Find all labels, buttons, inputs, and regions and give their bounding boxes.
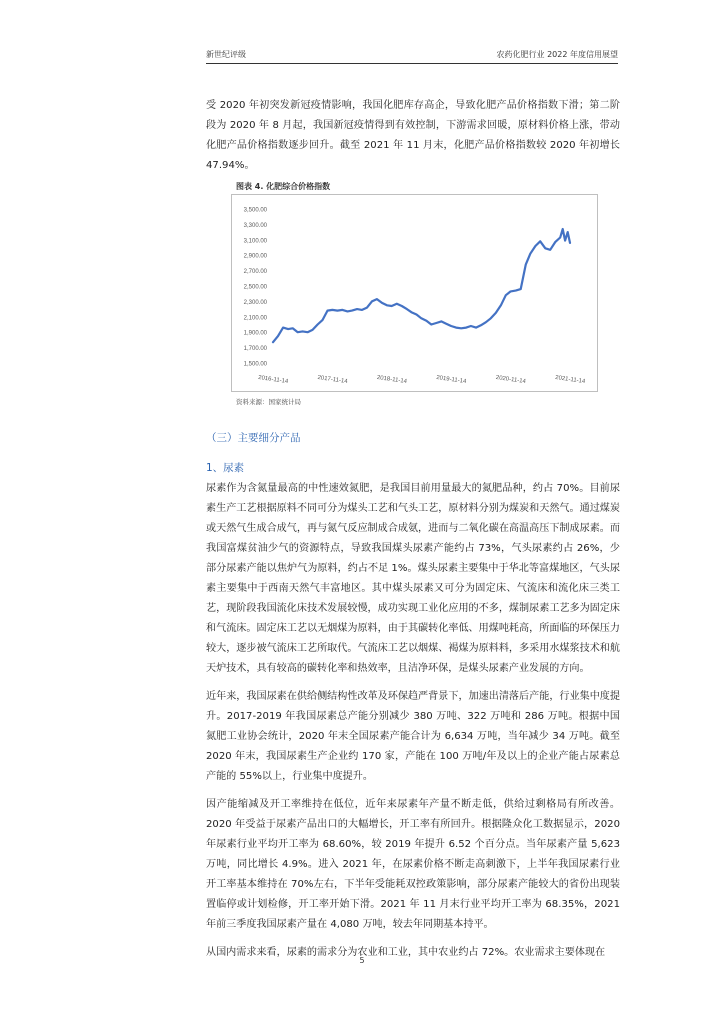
section-title: （三）主要细分产品 [206,432,301,444]
chart-frame [231,194,598,392]
page-header [206,49,618,64]
figure [206,180,620,409]
y-tick-label: 3,100.00 [243,238,267,245]
y-tick-label: 2,100.00 [243,315,267,322]
x-tick-label: 2021-11-14 [554,374,586,386]
y-tick-label: 2,500.00 [243,284,267,291]
y-tick-label: 2,700.00 [243,269,267,276]
paragraph: 因产能缩减及开工率维持在低位，近年来尿素年产量不断走低，供给过剩格局有所改善。2020 年受益于尿素产品出口的大幅增长，开工率有所回升。根据隆众化工数据显示，2020 年尿素行业平均开工率为 68.60%，较 2019 年提升 6.52 个百分点。当年尿素产量 5,623 万吨，同比增长 4.9%。进入 2021 年，在尿素价格不断走高刺激下，上半年我国尿素行业开工率基本维持在 70%左右，下半年受能耗双控政策影响，部分尿素产能较大的省份出现装置临停或计划检修，开工率开始下滑。2021 年 11 月末行业平均开工率为 68.35%，2021 年前三季度我国尿素产量在 4,080 万吨，较去年同期基本持平。 [206,799,620,930]
y-tick-label: 2,300.00 [243,299,267,306]
y-tick-label: 1,700.00 [243,346,267,353]
x-tick-label: 2017-11-14 [317,374,348,386]
x-tick-label: 2020-11-14 [495,374,527,386]
x-tick-label: 2019-11-14 [435,374,467,386]
paragraph: 尿素作为含氮量最高的中性速效氮肥，是我国目前用量最大的氮肥品种，约占 70%。目前尿素生产工艺根据原料不同可分为煤头工艺和气头工艺，原材料分别为煤炭和天然气。通过煤炭或天然气生成合成气，再与氮气反应制成合成氨，进而与二氧化碳在高温高压下制成尿素。而我国富煤贫油少气的资源特点，导致我国煤头尿素产能约占 73%，气头尿素约占 26%，少部分尿素产能以焦炉气为原料，约占不足 1%。煤头尿素主要集中于华北等富煤地区，气头尿素主要集中于西南天然气丰富地区。其中煤头尿素又可分为固定床、气流床和流化床三类工艺，现阶段我国流化床技术发展较慢，成功实现工业化应用的不多，煤制尿素工艺多为固定床和气流床。固定床工艺以无烟煤为原料，由于其碳转化率低、用煤吨耗高，所面临的环保压力较大，逐步被气流床工艺所取代。气流床工艺以烟煤、褐煤为原料料，多采用水煤浆技术和航天炉技术，具有较高的碳转化率和热效率，且洁净环保，是煤头尿素产业发展的方向。 [206,483,620,674]
line-chart [232,195,597,391]
series-line [273,229,570,342]
header-report-title: 农药化肥行业 2022 年度信用展望 [496,50,618,59]
x-tick-label: 2016-11-14 [257,374,289,386]
y-tick-label: 3,500.00 [243,207,267,214]
document-body [206,96,620,963]
y-tick-label: 2,900.00 [243,253,267,260]
figure-source: 资料来源：国家统计局 [236,398,301,406]
y-tick-label: 1,500.00 [243,361,267,368]
y-tick-label: 1,900.00 [243,330,267,337]
figure-title: 图表 4. 化肥综合价格指数 [236,182,331,191]
page-number: 5 [359,956,365,965]
subsection-title: 1、尿素 [206,462,245,474]
paragraph: 从国内需求来看，尿素的需求分为农业和工业，其中农业约占 72%。农业需求主要体现在 [206,947,606,958]
paragraph: 近年来，我国尿素在供给侧结构性改革及环保趋严背景下，加速出清落后产能，行业集中度提升。2017-2019 年我国尿素总产能分别减少 380 万吨、322 万吨和 286 万吨。根据中国氮肥工业协会统计，2020 年末全国尿素产能合计为 6,634 万吨，当年减少 34 万吨。截至 2020 年末，我国尿素生产企业约 170 家，产能在 100 万吨/年及以上的企业产能占尿素总产能的 55%以上，行业集中度提升。 [206,691,620,782]
y-tick-label: 3,300.00 [243,222,267,229]
header-org-name: 新世纪评级 [206,50,246,59]
x-tick-label: 2018-11-14 [376,374,408,386]
paragraph: 受 2020 年初突发新冠疫情影响，我国化肥库存高企，导致化肥产品价格指数下滑；第二阶段为 2020 年 8 月起，我国新冠疫情得到有效控制，下游需求回暖，原材料价格上涨，带动化肥产品价格指数逐步回升。截至 2021 年 11 月末，化肥产品价格指数较 2020 年初增长 47.94%。 [206,100,620,171]
